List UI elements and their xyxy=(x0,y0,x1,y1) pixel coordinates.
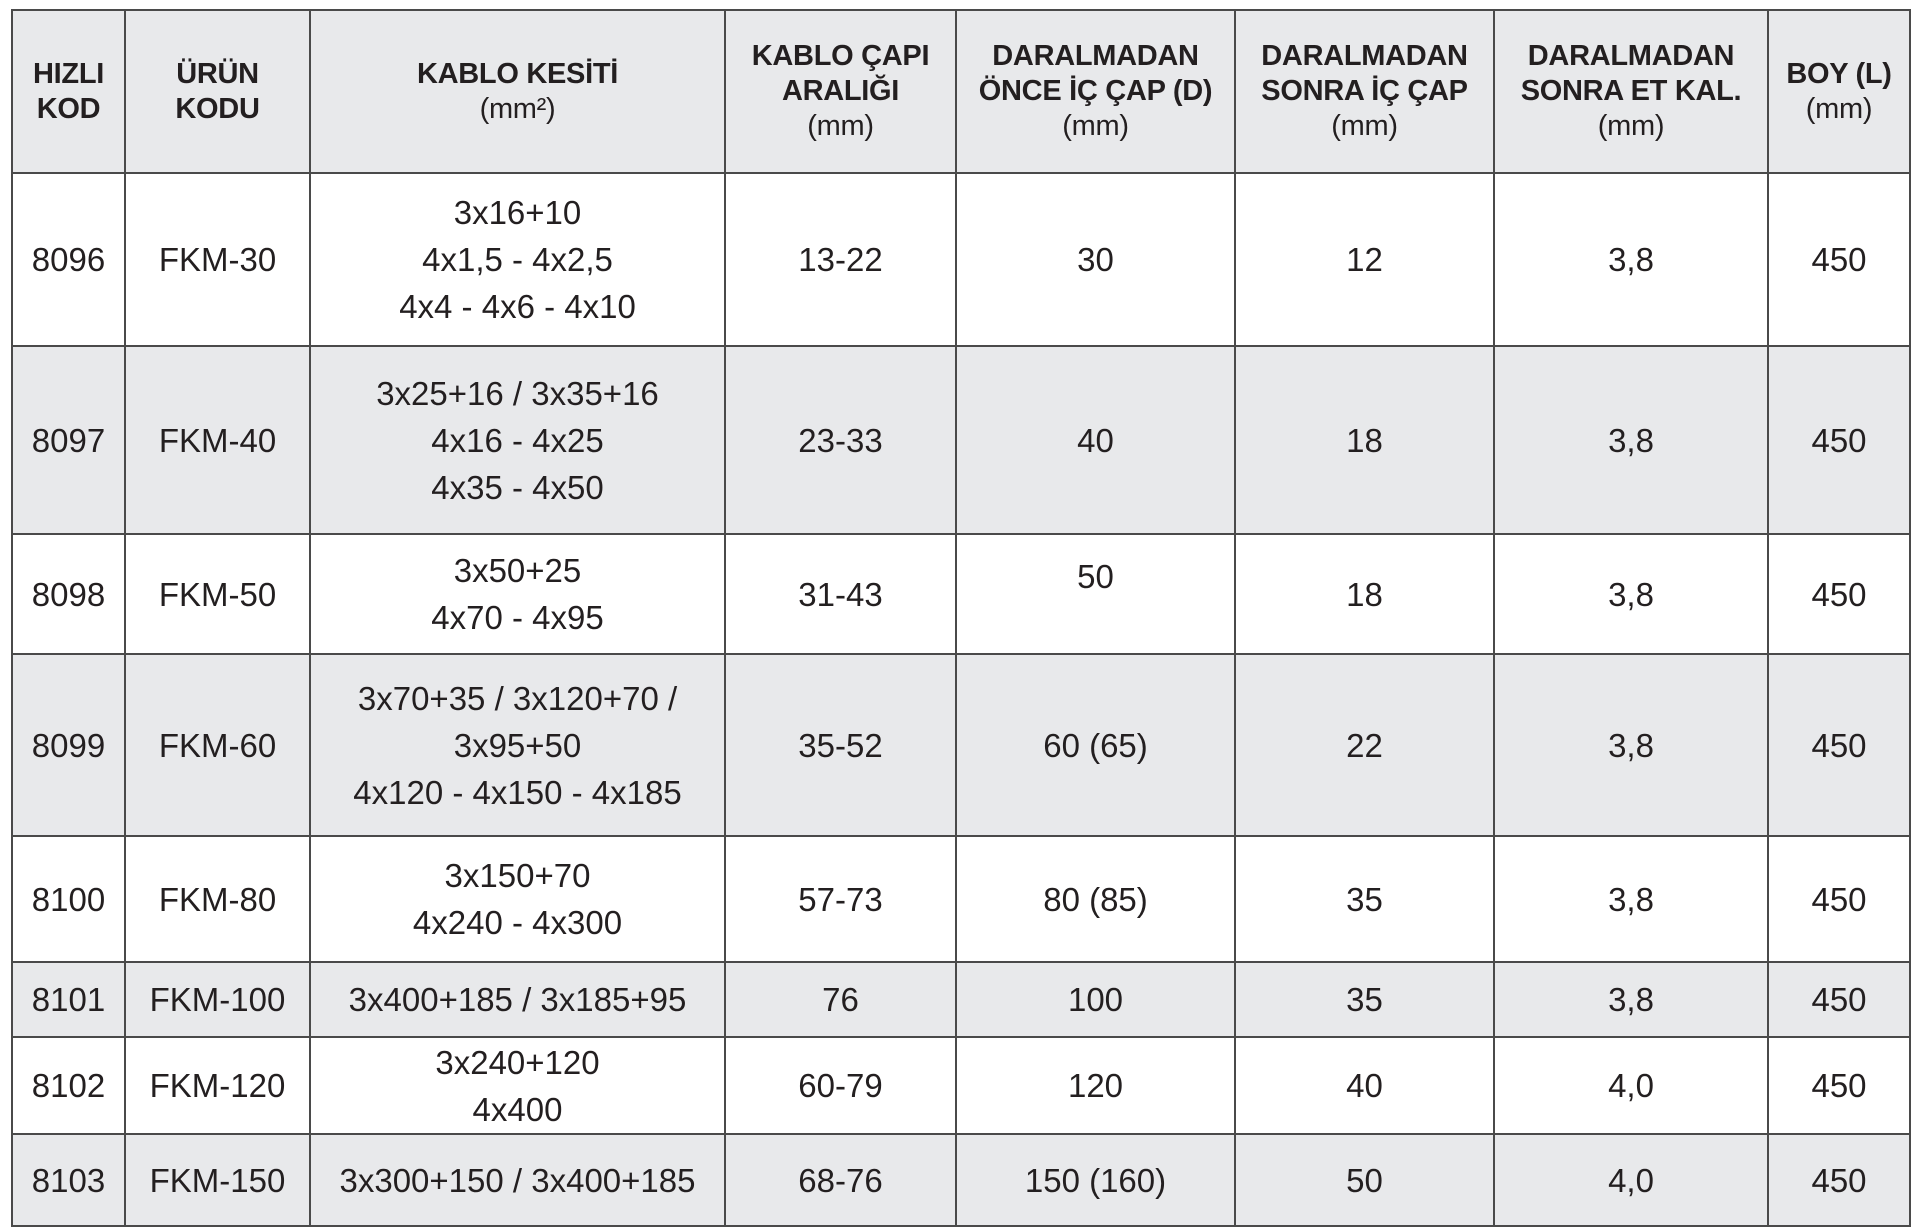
cell-cable-section: 3x25+16 / 3x35+16 4x16 - 4x25 4x35 - 4x50 xyxy=(310,346,725,534)
cell-quick-code: 8100 xyxy=(12,836,125,962)
cell-inner-dia-before: 60 (65) xyxy=(956,654,1235,836)
cell-quick-code: 8103 xyxy=(12,1134,125,1226)
cell-wall-thickness-after: 3,8 xyxy=(1494,836,1768,962)
cell-product-code: FKM-40 xyxy=(125,346,310,534)
table-row xyxy=(12,962,1910,1037)
header-product-code: ÜRÜN KODU xyxy=(125,10,310,173)
cell-inner-dia-after: 35 xyxy=(1235,962,1494,1037)
cell-product-code: FKM-150 xyxy=(125,1134,310,1226)
cell-product-code: FKM-60 xyxy=(125,654,310,836)
cell-cable-diameter-range: 23-33 xyxy=(725,346,956,534)
table-body xyxy=(12,173,1910,1226)
table-row xyxy=(12,346,1910,534)
table-header xyxy=(12,10,1910,173)
cell-cable-section: 3x300+150 / 3x400+185 xyxy=(310,1134,725,1226)
cell-cable-section: 3x50+25 4x70 - 4x95 xyxy=(310,534,725,654)
cell-wall-thickness-after: 3,8 xyxy=(1494,346,1768,534)
cell-product-code: FKM-120 xyxy=(125,1037,310,1134)
cell-inner-dia-before: 80 (85) xyxy=(956,836,1235,962)
header-cable-section: KABLO KESİTİ (mm²) xyxy=(310,10,725,173)
cell-quick-code: 8101 xyxy=(12,962,125,1037)
cell-inner-dia-before: 30 xyxy=(956,173,1235,346)
product-spec-table xyxy=(11,9,1911,1227)
cell-length: 450 xyxy=(1768,654,1910,836)
cell-inner-dia-after: 40 xyxy=(1235,1037,1494,1134)
cell-quick-code: 8098 xyxy=(12,534,125,654)
table-row xyxy=(12,836,1910,962)
cell-cable-diameter-range: 68-76 xyxy=(725,1134,956,1226)
cell-inner-dia-after: 22 xyxy=(1235,654,1494,836)
table-row xyxy=(12,1037,1910,1134)
cell-inner-dia-after: 18 xyxy=(1235,534,1494,654)
cell-product-code: FKM-80 xyxy=(125,836,310,962)
table-row xyxy=(12,654,1910,836)
cell-wall-thickness-after: 4,0 xyxy=(1494,1037,1768,1134)
cell-inner-dia-before: 100 xyxy=(956,962,1235,1037)
cell-length: 450 xyxy=(1768,346,1910,534)
cell-inner-dia-before: 150 (160) xyxy=(956,1134,1235,1226)
cell-length: 450 xyxy=(1768,534,1910,654)
cell-inner-dia-after: 50 xyxy=(1235,1134,1494,1226)
cell-length: 450 xyxy=(1768,962,1910,1037)
table-row xyxy=(12,173,1910,346)
cell-cable-diameter-range: 13-22 xyxy=(725,173,956,346)
cell-inner-dia-after: 35 xyxy=(1235,836,1494,962)
cell-inner-dia-after: 12 xyxy=(1235,173,1494,346)
header-inner-dia-after: DARALMADAN SONRA İÇ ÇAP (mm) xyxy=(1235,10,1494,173)
cell-cable-section: 3x240+120 4x400 xyxy=(310,1037,725,1134)
cell-wall-thickness-after: 4,0 xyxy=(1494,1134,1768,1226)
cell-quick-code: 8099 xyxy=(12,654,125,836)
cell-cable-diameter-range: 35-52 xyxy=(725,654,956,836)
cell-cable-section: 3x16+10 4x1,5 - 4x2,5 4x4 - 4x6 - 4x10 xyxy=(310,173,725,346)
header-length: BOY (L) (mm) xyxy=(1768,10,1910,173)
cell-inner-dia-before: 40 xyxy=(956,346,1235,534)
table-row xyxy=(12,1134,1910,1226)
cell-inner-dia-after: 18 xyxy=(1235,346,1494,534)
header-row xyxy=(12,10,1910,173)
cell-quick-code: 8096 xyxy=(12,173,125,346)
cell-length: 450 xyxy=(1768,836,1910,962)
cell-wall-thickness-after: 3,8 xyxy=(1494,534,1768,654)
cell-wall-thickness-after: 3,8 xyxy=(1494,173,1768,346)
cell-length: 450 xyxy=(1768,1037,1910,1134)
cell-length: 450 xyxy=(1768,1134,1910,1226)
cell-length: 450 xyxy=(1768,173,1910,346)
table-row xyxy=(12,534,1910,654)
header-cable-diameter-range: KABLO ÇAPI ARALIĞI (mm) xyxy=(725,10,956,173)
cell-cable-section: 3x400+185 / 3x185+95 xyxy=(310,962,725,1037)
header-quick-code: HIZLI KOD xyxy=(12,10,125,173)
cell-product-code: FKM-30 xyxy=(125,173,310,346)
header-inner-dia-before: DARALMADAN ÖNCE İÇ ÇAP (D) (mm) xyxy=(956,10,1235,173)
cell-inner-dia-before: 50 xyxy=(956,534,1235,654)
cell-cable-diameter-range: 60-79 xyxy=(725,1037,956,1134)
cell-quick-code: 8102 xyxy=(12,1037,125,1134)
header-wall-thickness-after: DARALMADAN SONRA ET KAL. (mm) xyxy=(1494,10,1768,173)
cell-cable-diameter-range: 31-43 xyxy=(725,534,956,654)
cell-quick-code: 8097 xyxy=(12,346,125,534)
cell-product-code: FKM-100 xyxy=(125,962,310,1037)
cell-cable-diameter-range: 76 xyxy=(725,962,956,1037)
cell-wall-thickness-after: 3,8 xyxy=(1494,654,1768,836)
cell-cable-section: 3x70+35 / 3x120+70 / 3x95+50 4x120 - 4x150 - 4x185 xyxy=(310,654,725,836)
cell-product-code: FKM-50 xyxy=(125,534,310,654)
cell-cable-diameter-range: 57-73 xyxy=(725,836,956,962)
cell-inner-dia-before: 120 xyxy=(956,1037,1235,1134)
cell-cable-section: 3x150+70 4x240 - 4x300 xyxy=(310,836,725,962)
cell-wall-thickness-after: 3,8 xyxy=(1494,962,1768,1037)
